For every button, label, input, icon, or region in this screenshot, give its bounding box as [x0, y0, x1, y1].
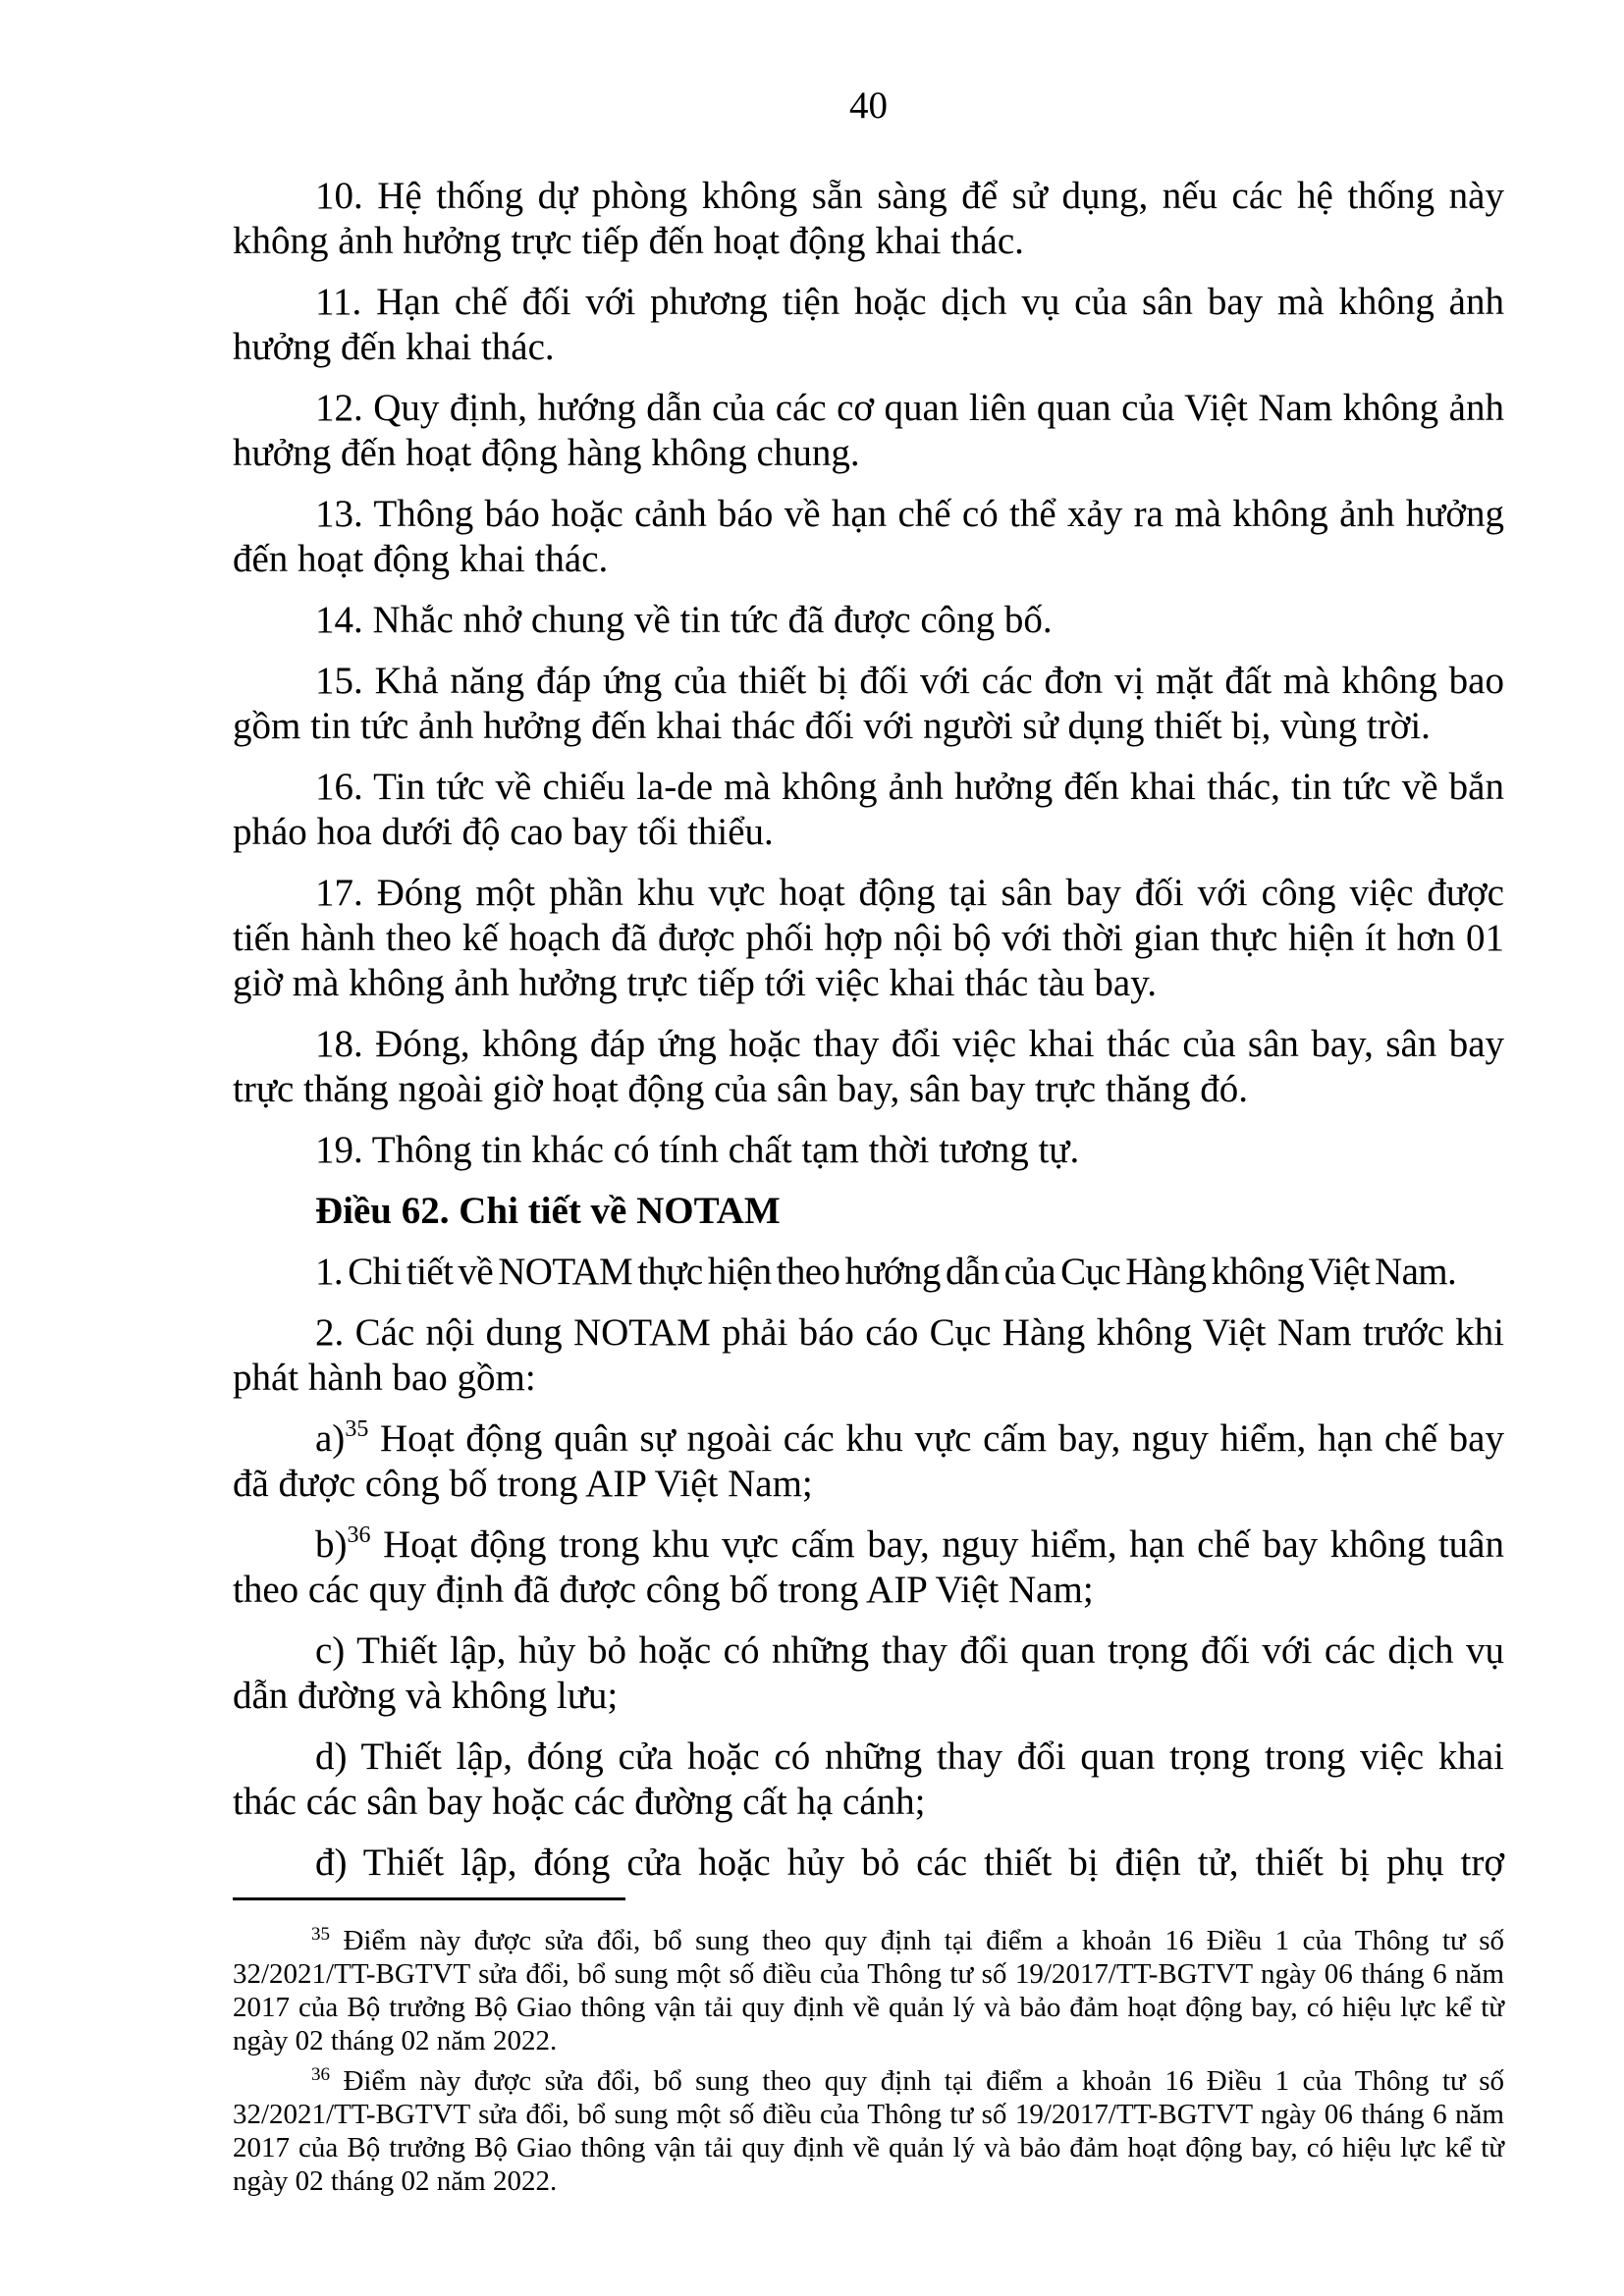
footnote-ref-35: 35 [345, 1416, 369, 1442]
paragraph-17: 17. Đóng một phần khu vực hoạt động tại sân bay đối với công việc được tiến hành theo kế hoạch đã được phối hợp nội bộ với thời gian thực hiện ít hơn 01 giờ mà không ảnh hưởng trực tiếp tới việc khai thác tàu bay. [233, 872, 1504, 1004]
item-2: 2. Các nội dung NOTAM phải báo cáo Cục Hàng không Việt Nam trước khi phát hành bao gồm: [233, 1311, 1504, 1399]
footnote-36-marker: 36 [311, 2064, 330, 2085]
sub-item-d-prefix: d) [315, 1735, 348, 1778]
paragraph-19: 19. Thông tin khác có tính chất tạm thời tương tự. [315, 1129, 1080, 1171]
sub-item-b-text: Hoạt động trong khu vực cấm bay, nguy hiểm, hạn chế bay không tuân theo các quy định đã được công bố trong AIP Việt Nam; [233, 1523, 1504, 1611]
sub-item-c [233, 1629, 1504, 1719]
article-62-heading: Điều 62. Chi tiết về NOTAM [315, 1190, 781, 1232]
footnote-35 [233, 1924, 1504, 2057]
footnote-separator [233, 1897, 625, 1900]
paragraph-13: 13. Thông báo hoặc cảnh báo về hạn chế có thể xảy ra mà không ảnh hưởng đến hoạt động khai thác. [233, 493, 1504, 580]
paragraph-11: 11. Hạn chế đối với phương tiện hoặc dịch vụ của sân bay mà không ảnh hưởng đến khai thác. [233, 281, 1504, 368]
paragraph-18: 18. Đóng, không đáp ứng hoặc thay đổi việc khai thác của sân bay, sân bay trực thăng ngoài giờ hoạt động của sân bay, sân bay trực thăng đó. [233, 1023, 1504, 1110]
sub-item-b-prefix: b) [315, 1523, 348, 1566]
footnote-35-marker: 35 [311, 1924, 330, 1945]
page-number: 40 [849, 84, 888, 127]
sub-item-a [233, 1416, 1504, 1507]
sub-item-c-text: Thiết lập, hủy bỏ hoặc có những thay đổi quan trọng đối với các dịch vụ dẫn đường và không lưu; [233, 1629, 1504, 1717]
footnote-35-text: Điểm này được sửa đổi, bổ sung theo quy định tại điểm a khoản 16 Điều 1 của Thông tư số 32/2021/TT-BGTVT sửa đổi, bổ sung một số điều của Thông tư số 19/2017/TT-BGTVT ngày 06 tháng 6 năm 2017 của Bộ trưởng Bộ Giao thông vận tải quy định về quản lý và bảo đảm hoạt động bay, có hiệu lực kể từ ngày 02 tháng 02 năm 2022. [233, 1925, 1504, 2056]
sub-item-c-prefix: c) [315, 1629, 346, 1672]
sub-item-a-text: Hoạt động quân sự ngoài các khu vực cấm bay, nguy hiểm, hạn chế bay đã được công bố trong AIP Việt Nam; [233, 1417, 1504, 1505]
footnote-area [233, 1897, 1504, 2205]
item-1: 1. Chi tiết về NOTAM thực hiện theo hướng dẫn của Cục Hàng không Việt Nam. [315, 1251, 1457, 1293]
footnote-ref-36: 36 [347, 1522, 371, 1548]
sub-item-dd-text: Thiết lập, đóng cửa hoặc hủy bỏ các thiết bị điện tử, thiết bị phụ trợ [347, 1842, 1504, 1884]
sub-item-dd-prefix: đ) [315, 1842, 348, 1884]
footnote-36-text: Điểm này được sửa đổi, bổ sung theo quy định tại điểm a khoản 16 Điều 1 của Thông tư số 32/2021/TT-BGTVT sửa đổi, bổ sung một số điều của Thông tư số 19/2017/TT-BGTVT ngày 06 tháng 6 năm 2017 của Bộ trưởng Bộ Giao thông vận tải quy định về quản lý và bảo đảm hoạt động bay, có hiệu lực kể từ ngày 02 tháng 02 năm 2022. [233, 2065, 1504, 2197]
sub-item-a-prefix: a) [315, 1417, 346, 1460]
sub-item-b [233, 1522, 1504, 1613]
sub-item-d-text: Thiết lập, đóng cửa hoặc có những thay đổi quan trọng trong việc khai thác các sân bay hoặc các đường cất hạ cánh; [233, 1735, 1504, 1823]
paragraph-16: 16. Tin tức về chiếu la-de mà không ảnh hưởng đến khai thác, tin tức về bắn pháo hoa dưới độ cao bay tối thiểu. [233, 766, 1504, 853]
paragraph-12: 12. Quy định, hướng dẫn của các cơ quan liên quan của Việt Nam không ảnh hưởng đến hoạt động hàng không chung. [233, 387, 1504, 474]
sub-item-dd [233, 1841, 1504, 1886]
footnote-36 [233, 2064, 1504, 2198]
sub-item-d [233, 1735, 1504, 1825]
paragraph-14: 14. Nhắc nhở chung về tin tức đã được công bố. [315, 599, 1053, 641]
paragraph-15: 15. Khả năng đáp ứng của thiết bị đối với các đơn vị mặt đất mà không bao gồm tin tức ảnh hưởng đến khai thác đối với người sử dụng thiết bị, vùng trời. [233, 660, 1504, 747]
paragraph-10: 10. Hệ thống dự phòng không sẵn sàng để sử dụng, nếu các hệ thống này không ảnh hưởng trực tiếp đến hoạt động khai thác. [233, 175, 1504, 262]
text-column [233, 83, 1504, 1901]
